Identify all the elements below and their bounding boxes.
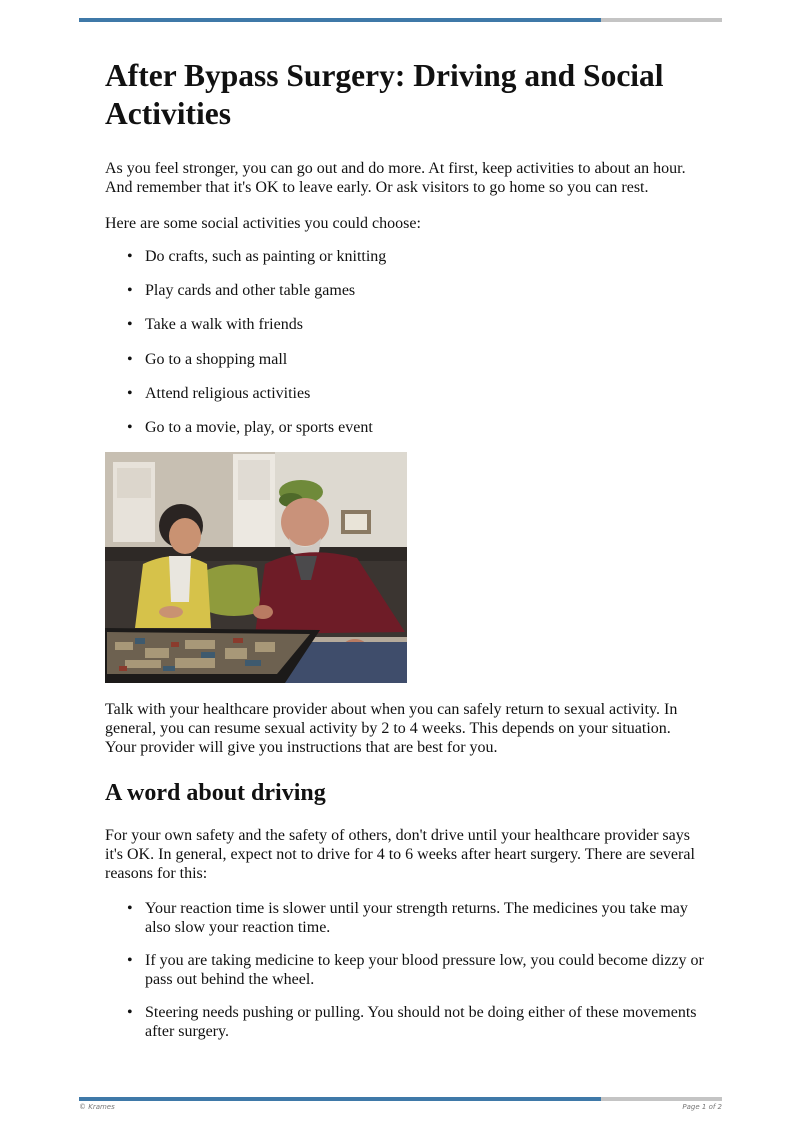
bullet: •	[127, 952, 133, 970]
list-item: • If you are taking medicine to keep your blood pressure low, you could become dizzy or pass out behind the wheel.	[127, 952, 704, 989]
bullet: •	[127, 418, 133, 436]
list-item: • Your reaction time is slower until your strength returns. The medicines you take may also slow your reaction time.	[127, 900, 688, 937]
bullet: •	[127, 282, 133, 300]
driving-heading: A word about driving	[105, 780, 326, 807]
list-item: • Steering needs pushing or pulling. You should not be doing either of these movements after surgery.	[127, 1004, 697, 1041]
social-lead-paragraph: Here are some social activities you could choose:	[105, 215, 421, 232]
header-rule-gray	[601, 18, 722, 22]
footer-page-number: Page 1 of 2	[682, 1103, 722, 1111]
footer-rule	[79, 1097, 722, 1101]
header-rule-blue	[79, 18, 601, 22]
list-item: • Go to a shopping mall	[127, 350, 288, 368]
document-body	[105, 57, 705, 1055]
list-item: • Go to a movie, play, or sports event	[127, 418, 373, 436]
list-item: • Do crafts, such as painting or knitting	[127, 248, 387, 265]
intro-paragraph: As you feel stronger, you can go out and do more. At first, keep activities to about an hour. And remember that it's OK to leave early. Or ask visitors to go home so you can rest.	[105, 160, 686, 196]
footer-copyright: © Krames	[79, 1103, 115, 1111]
page-title: After Bypass Surgery: Driving and Social Activities	[105, 58, 664, 131]
list-item: • Take a walk with friends	[127, 316, 303, 334]
sexual-activity-paragraph: Talk with your healthcare provider about when you can safely return to sexual activity. In general, you can resume sexual activity by 2 to 4 weeks. This depends on your situation. Your provider will give you instructions that are best for you.	[105, 701, 678, 757]
bullet: •	[127, 384, 133, 402]
bullet: •	[127, 900, 133, 918]
couple-puzzle-photo	[105, 452, 407, 683]
bullet: •	[127, 316, 133, 334]
list-item: • Attend religious activities	[127, 384, 311, 402]
bullet: •	[127, 350, 133, 368]
footer-rule-blue	[79, 1097, 601, 1101]
list-item: • Play cards and other table games	[127, 282, 356, 300]
header-rule	[79, 18, 722, 22]
bullet: •	[127, 248, 133, 265]
bullet: •	[127, 1004, 133, 1022]
driving-intro-paragraph: For your own safety and the safety of others, don't drive until your healthcare provider says it's OK. In general, expect not to drive for 4 to 6 weeks after heart surgery. There are several reasons for this:	[105, 827, 695, 883]
footer-rule-gray	[601, 1097, 722, 1101]
social-activities-list	[105, 247, 705, 437]
driving-reasons-list	[105, 899, 705, 1041]
